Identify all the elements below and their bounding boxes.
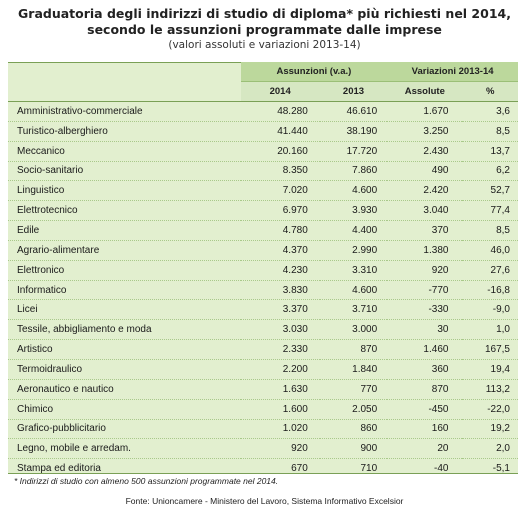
table-row bbox=[8, 201, 518, 221]
table-cell-2013: 770 bbox=[320, 379, 387, 399]
table-cell-pct: 6,2 bbox=[462, 161, 518, 181]
table-cell-pct: 113,2 bbox=[462, 379, 518, 399]
table-cell-name: Aeronautico e nautico bbox=[8, 379, 241, 399]
table-cell-name: Informatico bbox=[8, 280, 241, 300]
table-row bbox=[8, 141, 518, 161]
table-cell-name: Termoidraulico bbox=[8, 359, 241, 379]
table-cell-name: Tessile, abbigliamento e moda bbox=[8, 320, 241, 340]
title-block bbox=[0, 6, 529, 52]
table-cell-name: Socio-sanitario bbox=[8, 161, 241, 181]
table-cell-assolute: 490 bbox=[387, 161, 462, 181]
table-cell-name: Stampa ed editoria bbox=[17, 463, 101, 475]
table-row bbox=[8, 359, 518, 379]
table-cell-2014: 2.200 bbox=[241, 359, 320, 379]
table-row bbox=[8, 419, 518, 439]
table-cell-name: Grafico-pubblicitario bbox=[8, 419, 241, 439]
table-cell-pct: -5,1 bbox=[492, 463, 510, 475]
table-cell-name: Linguistico bbox=[8, 181, 241, 201]
header-col-pct: % bbox=[462, 82, 518, 102]
table-cell-pct: 8,5 bbox=[462, 221, 518, 241]
table-cell-2014: 1.630 bbox=[241, 379, 320, 399]
table-cell-2014: 8.350 bbox=[241, 161, 320, 181]
table-cell-pct: 19,2 bbox=[462, 419, 518, 439]
table-cell-pct: 8,5 bbox=[462, 121, 518, 141]
table-row bbox=[8, 379, 518, 399]
table-row bbox=[8, 320, 518, 340]
table-cell-assolute: -330 bbox=[387, 300, 462, 320]
table-cell-2013: 3.710 bbox=[320, 300, 387, 320]
header-col-2013: 2013 bbox=[320, 82, 387, 102]
table-row bbox=[8, 260, 518, 280]
table-cell-pct: 77,4 bbox=[462, 201, 518, 221]
table-cell-name: Elettrotecnico bbox=[8, 201, 241, 221]
table-cell-2014: 6.970 bbox=[241, 201, 320, 221]
table-cell-2013: 4.600 bbox=[320, 181, 387, 201]
source-note: Fonte: Unioncamere - Ministero del Lavoro, Sistema Informativo Excelsior bbox=[125, 496, 404, 506]
table-row bbox=[8, 121, 518, 141]
header-col-assolute: Assolute bbox=[387, 82, 462, 102]
table-cell-2013: 2.050 bbox=[320, 399, 387, 419]
table-cell-2014: 20.160 bbox=[241, 141, 320, 161]
table-row bbox=[8, 240, 518, 260]
table-cell-assolute: 360 bbox=[387, 359, 462, 379]
table-cell-2013: 3.310 bbox=[320, 260, 387, 280]
table-row bbox=[8, 221, 518, 241]
table-cell-2014: 3.370 bbox=[241, 300, 320, 320]
header-blank-sub bbox=[8, 82, 241, 102]
table-cell-2014: 2.330 bbox=[241, 340, 320, 360]
table-cell-pct: -16,8 bbox=[462, 280, 518, 300]
table-cell-2014: 4.230 bbox=[241, 260, 320, 280]
table-cell-2013: 38.190 bbox=[320, 121, 387, 141]
chart-title-line1: Graduatoria degli indirizzi di studio di diploma* più richiesti nel 2014, bbox=[18, 6, 511, 21]
table-cell-pct: 27,6 bbox=[462, 260, 518, 280]
table-cell-pct: -22,0 bbox=[462, 399, 518, 419]
table-cell-pct: 167,5 bbox=[462, 340, 518, 360]
table-cell-2014: 4.370 bbox=[241, 240, 320, 260]
table-cell-pct: 19,4 bbox=[462, 359, 518, 379]
table-cell-assolute: 160 bbox=[387, 419, 462, 439]
table-cell-2013: 2.990 bbox=[320, 240, 387, 260]
header-blank bbox=[8, 62, 241, 82]
footnote: * Indirizzi di studio con almeno 500 assunzioni programmate nel 2014. bbox=[14, 476, 279, 486]
table-cell-2014: 7.020 bbox=[241, 181, 320, 201]
table-cell-assolute: 2.420 bbox=[387, 181, 462, 201]
table-cell-assolute: 1.670 bbox=[387, 102, 462, 122]
table-row bbox=[8, 340, 518, 360]
table-row bbox=[8, 280, 518, 300]
table-cell-pct: 2,0 bbox=[462, 439, 518, 459]
table-cell-assolute: 870 bbox=[387, 379, 462, 399]
table-cell-2013: 46.610 bbox=[320, 102, 387, 122]
table-cell-2013: 4.400 bbox=[320, 221, 387, 241]
table-cell-2013: 7.860 bbox=[320, 161, 387, 181]
table-cell-pct: -9,0 bbox=[462, 300, 518, 320]
table-cell-name: Turistico-alberghiero bbox=[8, 121, 241, 141]
table-cell-2013: 4.600 bbox=[320, 280, 387, 300]
table-cell-assolute: 3.250 bbox=[387, 121, 462, 141]
table-cell-pct: 3,6 bbox=[462, 102, 518, 122]
table-cell-assolute: 1.460 bbox=[387, 340, 462, 360]
chart-title-line2: secondo le assunzioni programmate dalle imprese bbox=[87, 22, 442, 37]
table-cell-name: Edile bbox=[8, 221, 241, 241]
table-cell-pct: 46,0 bbox=[462, 240, 518, 260]
table-cell-2014: 3.030 bbox=[241, 320, 320, 340]
table-row bbox=[8, 399, 518, 419]
table-cell-2014: 920 bbox=[241, 439, 320, 459]
table-cell-2013: 870 bbox=[320, 340, 387, 360]
table-cell-2013: 3.930 bbox=[320, 201, 387, 221]
table-cell-2014: 1.600 bbox=[241, 399, 320, 419]
table-cell-assolute: 20 bbox=[387, 439, 462, 459]
chart-subtitle: (valori assoluti e variazioni 2013-14) bbox=[168, 39, 361, 51]
table-cell-name: Artistico bbox=[8, 340, 241, 360]
table-cell-2013: 860 bbox=[320, 419, 387, 439]
table-cell-name: Amministrativo-commerciale bbox=[8, 102, 241, 122]
table-cell-assolute: 30 bbox=[387, 320, 462, 340]
table-cell-assolute: 920 bbox=[387, 260, 462, 280]
table-cell-2014: 3.830 bbox=[241, 280, 320, 300]
table-cell-2014: 1.020 bbox=[241, 419, 320, 439]
table-cell-2013: 17.720 bbox=[320, 141, 387, 161]
table-cell-assolute: 370 bbox=[387, 221, 462, 241]
table-cell-name: Agrario-alimentare bbox=[8, 240, 241, 260]
table-cell-2013: 3.000 bbox=[320, 320, 387, 340]
table-cell-2014: 4.780 bbox=[241, 221, 320, 241]
table-cell-assolute: 1.380 bbox=[387, 240, 462, 260]
data-table bbox=[8, 62, 518, 478]
table-cell-assolute: 3.040 bbox=[387, 201, 462, 221]
table-cell-name: Elettronico bbox=[8, 260, 241, 280]
table-row bbox=[8, 300, 518, 320]
table-cell-name: Meccanico bbox=[8, 141, 241, 161]
header-group-variazioni: Variazioni 2013-14 bbox=[387, 62, 518, 82]
table-cell-pct: 13,7 bbox=[462, 141, 518, 161]
table-row bbox=[8, 161, 518, 181]
table-cell-2014: 48.280 bbox=[241, 102, 320, 122]
table-cell-name: Chimico bbox=[8, 399, 241, 419]
table-cell-name: Legno, mobile e arredam. bbox=[8, 439, 241, 459]
table-cell-assolute: 2.430 bbox=[387, 141, 462, 161]
table-row bbox=[8, 439, 518, 459]
table-cell-2013: 900 bbox=[320, 439, 387, 459]
table-cell-2014: 41.440 bbox=[241, 121, 320, 141]
table-cell-assolute: -770 bbox=[387, 280, 462, 300]
table-row bbox=[8, 181, 518, 201]
table-cell-assolute: -450 bbox=[387, 399, 462, 419]
header-group-assunzioni: Assunzioni (v.a.) bbox=[241, 62, 388, 82]
header-col-2014: 2014 bbox=[241, 82, 320, 102]
table-cell-assolute: -40 bbox=[434, 463, 449, 475]
header-group-row bbox=[8, 62, 518, 82]
table-cell-pct: 52,7 bbox=[462, 181, 518, 201]
table-cell-2013: 1.840 bbox=[320, 359, 387, 379]
header-sub-row bbox=[8, 82, 518, 102]
table-row bbox=[8, 102, 518, 122]
table-cell-2014: 670 bbox=[291, 463, 308, 475]
table-cell-2013: 710 bbox=[360, 463, 378, 475]
table-cell-pct: 1,0 bbox=[462, 320, 518, 340]
table-cell-name: Licei bbox=[8, 300, 241, 320]
